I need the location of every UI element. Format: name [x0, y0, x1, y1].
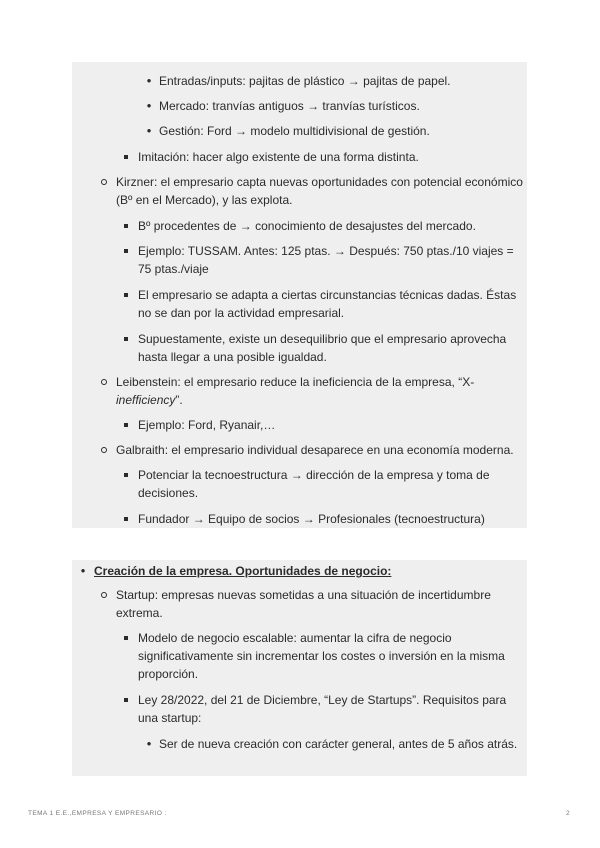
page-number: 2	[565, 810, 570, 817]
bullet-square	[122, 691, 130, 709]
list-item-entradas: Entradas/inputs: pajitas de plástico → pajitas de papel.	[159, 74, 451, 88]
bullet-disc	[145, 735, 153, 753]
list-item-kirzner-cont: (Bº en el Mercado), y las explota.	[116, 193, 293, 207]
bullet-disc	[145, 97, 153, 115]
bullet-square	[122, 466, 130, 484]
closing-quote: ”.	[175, 393, 183, 407]
bullet-square	[122, 330, 130, 348]
list-item-ley: Ley 28/2022, del 21 de Diciembre, “Ley de Startups”. Requisitos para	[138, 693, 507, 707]
list-item-modelo-cont1: significativamente sin incrementar los costes o inversión en la misma	[138, 649, 505, 663]
list-item-fundador: Fundador → Equipo de socios → Profesionales (tecnoestructura)	[138, 512, 485, 526]
list-item-nueva-creacion: Ser de nueva creación con carácter general, antes de 5 años atrás.	[159, 737, 518, 751]
bullet-circle	[100, 373, 108, 391]
bullet-square	[122, 510, 130, 528]
list-item-tussam: Ejemplo: TUSSAM. Antes: 125 ptas. → Después: 750 ptas./10 viajes =	[138, 244, 514, 258]
bullet-square	[122, 148, 130, 166]
list-item-ejemplo-ford: Ejemplo: Ford, Ryanair,…	[138, 418, 276, 432]
list-item-kirzner: Kirzner: el empresario capta nuevas oportunidades con potencial económico	[116, 175, 523, 189]
bullet-square	[122, 242, 130, 260]
list-item-desequilibrio-cont: hasta llegar a una posible igualdad.	[138, 350, 327, 364]
bullet-disc	[79, 562, 87, 580]
bullet-circle	[100, 173, 108, 191]
list-item-tussam-cont: 75 ptas./viaje	[138, 262, 209, 276]
list-item-beneficios: Bº procedentes de → conocimiento de desajustes del mercado.	[138, 219, 476, 233]
list-item-leibenstein: Leibenstein: el empresario reduce la ineficiencia de la empresa, “X-	[116, 375, 475, 389]
list-item-adapta: El empresario se adapta a ciertas circunstancias técnicas dadas. Éstas	[138, 288, 517, 302]
list-item-adapta-cont: no se dan por la actividad empresarial.	[138, 306, 345, 320]
list-item-galbraith: Galbraith: el empresario individual desaparece en una economía moderna.	[116, 443, 514, 457]
list-item-ley-cont: una startup:	[138, 711, 202, 725]
bullet-square	[122, 286, 130, 304]
list-item-gestion: Gestión: Ford → modelo multidivisional de gestión.	[159, 124, 430, 138]
italic-term: inefficiency	[116, 393, 176, 407]
list-item-desequilibrio: Supuestamente, existe un desequilibrio que el empresario aprovecha	[138, 332, 507, 346]
bullet-circle	[100, 586, 108, 604]
list-item-mercado: Mercado: tranvías antiguos → tranvías turísticos.	[159, 99, 420, 113]
bullet-disc	[145, 72, 153, 90]
list-item-imitacion: Imitación: hacer algo existente de una forma distinta.	[138, 150, 419, 164]
bullet-square	[122, 416, 130, 434]
list-item-startup: Startup: empresas nuevas sometidas a una situación de incertidumbre	[116, 588, 491, 602]
list-item-startup-cont: extrema.	[116, 606, 163, 620]
bullet-square	[122, 217, 130, 235]
list-item-modelo-cont2: proporción.	[138, 667, 199, 681]
list-item-modelo: Modelo de negocio escalable: aumentar la cifra de negocio	[138, 631, 452, 645]
list-item-leibenstein-cont	[116, 391, 183, 409]
list-item-tecnoestructura: Potenciar la tecnoestructura → dirección de la empresa y toma de	[138, 468, 490, 482]
bullet-square	[122, 629, 130, 647]
bullet-circle	[100, 441, 108, 459]
list-item-tecnoestructura-cont: decisiones.	[138, 486, 199, 500]
footer-title: TEMA 1 E.E.,EMPRESA Y EMPRESARIO :	[28, 810, 167, 817]
bullet-disc	[145, 122, 153, 140]
section-heading: Creación de la empresa. Oportunidades de negocio:	[94, 564, 392, 578]
